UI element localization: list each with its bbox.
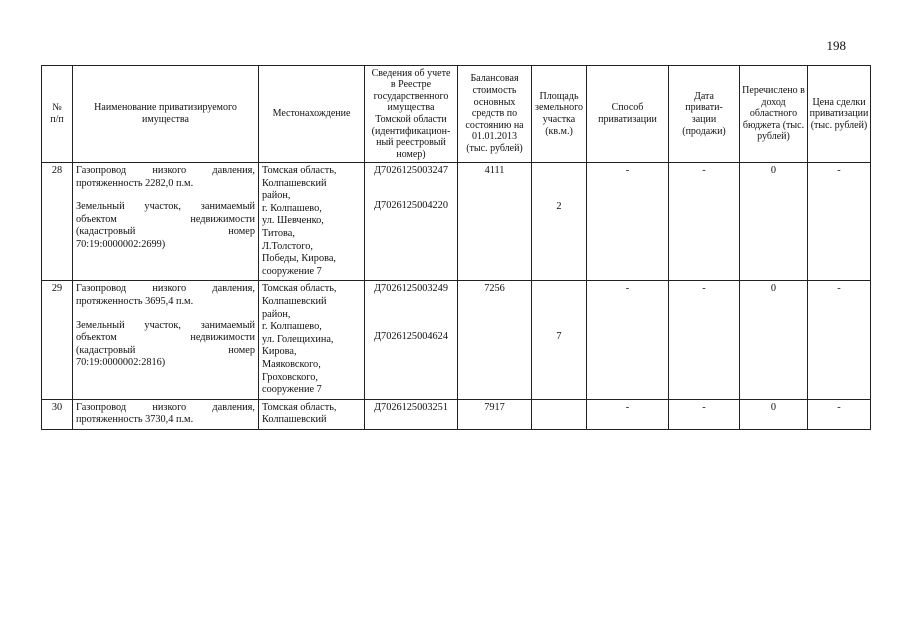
text-line: Кирова, — [262, 346, 297, 358]
text-line: имущества — [387, 102, 435, 114]
text-line: приватизации — [598, 114, 657, 125]
text-line: (тыс. рублей) — [466, 142, 523, 154]
text-line: район, — [262, 190, 291, 202]
privatization-date: - — [669, 163, 740, 281]
property-name: Газопровод низкого давления, протяженность 2282,0 п.м. Земельный участок, занимаемый объектом недвижимости (кадастровый номер 70:19:0000002:2699) — [73, 163, 259, 281]
text-line: Колпашевский — [262, 177, 327, 189]
text-line: ул. Голещихина, — [262, 333, 334, 345]
table-header-row — [42, 66, 871, 163]
text-line: сооружение 7 — [262, 384, 322, 396]
header-registry — [365, 66, 458, 163]
text-line: № — [52, 102, 62, 114]
text-line: государственного — [373, 90, 449, 102]
property-location — [259, 399, 365, 429]
privatization-date: - — [669, 399, 740, 429]
text-line: Томской области — [375, 114, 447, 125]
text-line: состоянию на — [465, 119, 524, 131]
text-line: Колпашевский — [262, 414, 327, 426]
header-num — [42, 66, 73, 163]
row-number: 30 — [42, 399, 73, 429]
text-line: Наименование приватизируемого — [94, 102, 237, 114]
text-line: рублей) — [757, 131, 790, 143]
text-line: доход — [761, 96, 786, 108]
text-line: в Реестре — [390, 79, 432, 91]
table-row — [42, 281, 871, 399]
text-line: привати- — [685, 102, 723, 114]
text-line: Сведения об учете — [371, 67, 451, 79]
text-line: Маяковского, — [262, 358, 321, 370]
text-line: Колпашевский — [262, 295, 327, 307]
text-line: приватизации — [809, 108, 869, 120]
header-date — [669, 66, 740, 163]
balance-value: 4111 — [458, 163, 532, 281]
property-location — [259, 163, 365, 281]
text-line: (идентификацион- — [371, 125, 451, 137]
budget-transferred: 0 — [740, 163, 808, 281]
privatization-date: - — [669, 281, 740, 399]
property-location — [259, 281, 365, 399]
property-name: Газопровод низкого давления, протяженность 3730,4 п.м. — [73, 399, 259, 429]
text-line: Перечислено в — [742, 85, 805, 97]
text-line: (тыс. рублей) — [810, 119, 868, 131]
header-area — [532, 66, 587, 163]
text-line: район, — [262, 308, 291, 320]
text-line: (продажи) — [682, 125, 726, 137]
page-number: 198 — [826, 38, 846, 53]
privatization-table — [41, 65, 871, 430]
text-line: зации — [691, 114, 717, 125]
text-line: Титова, — [262, 227, 295, 239]
privatization-method: - — [587, 399, 669, 429]
text-line: номер) — [396, 148, 426, 160]
land-area: 2 — [532, 163, 587, 281]
land-area — [532, 399, 587, 429]
text-line: Томская область, — [262, 165, 337, 176]
header-location — [259, 66, 365, 163]
text-line: имущества — [142, 114, 189, 125]
registry-number: Д7026125003249 Д7026125004624 — [365, 281, 458, 399]
text-line: Л.Толстого, — [262, 240, 313, 252]
privatization-method: - — [587, 281, 669, 399]
budget-transferred: 0 — [740, 281, 808, 399]
text-line: средств по — [471, 108, 518, 120]
balance-value: 7917 — [458, 399, 532, 429]
text-line: Местонахождение — [272, 108, 351, 120]
deal-price: - — [808, 281, 871, 399]
text-line: Дата — [694, 90, 714, 102]
deal-price: - — [808, 399, 871, 429]
property-name: Газопровод низкого давления, протяженность 3695,4 п.м. Земельный участок, занимаемый объектом недвижимости (кадастровый номер 70:19:0000002:2816) — [73, 281, 259, 399]
text-line: основных — [473, 96, 516, 108]
text-line: Томская область, — [262, 401, 337, 413]
text-line: 01.01.2013 — [472, 131, 517, 143]
header-price — [808, 66, 871, 163]
row-number: 29 — [42, 281, 73, 399]
text-line: областного — [749, 108, 798, 120]
text-line: ул. Шевченко, — [262, 215, 324, 227]
text-line: Гроховского, — [262, 371, 318, 383]
header-method — [587, 66, 669, 163]
text-line: ный реестровый — [376, 137, 446, 149]
header-transferred — [740, 66, 808, 163]
text-line: (кв.м.) — [545, 125, 573, 137]
text-line: Победы, Кирова, — [262, 253, 336, 265]
land-area: 7 — [532, 281, 587, 399]
text-line: Способ — [611, 102, 644, 114]
deal-price: - — [808, 163, 871, 281]
text-line: стоимость — [472, 85, 517, 97]
privatization-method: - — [587, 163, 669, 281]
text-line: Цена сделки — [812, 96, 866, 108]
text-line: Балансовая — [470, 73, 519, 85]
text-line: Площадь — [539, 90, 579, 102]
budget-transferred: 0 — [740, 399, 808, 429]
registry-number: Д7026125003247 Д7026125004220 — [365, 163, 458, 281]
table-row — [42, 399, 871, 429]
text-line: земельного — [535, 102, 583, 114]
table-row — [42, 163, 871, 281]
text-line: бюджета (тыс. — [742, 119, 805, 131]
text-line: г. Колпашево, — [262, 321, 322, 333]
registry-number: Д7026125003251 — [365, 399, 458, 429]
balance-value: 7256 — [458, 281, 532, 399]
text-line: п/п — [50, 114, 64, 125]
text-line: г. Колпашево, — [262, 202, 322, 214]
row-number: 28 — [42, 163, 73, 281]
text-line: Томская область, — [262, 283, 337, 295]
header-balance — [458, 66, 532, 163]
text-line: участка — [542, 114, 576, 125]
text-line: сооружение 7 — [262, 265, 322, 277]
header-name — [73, 66, 259, 163]
